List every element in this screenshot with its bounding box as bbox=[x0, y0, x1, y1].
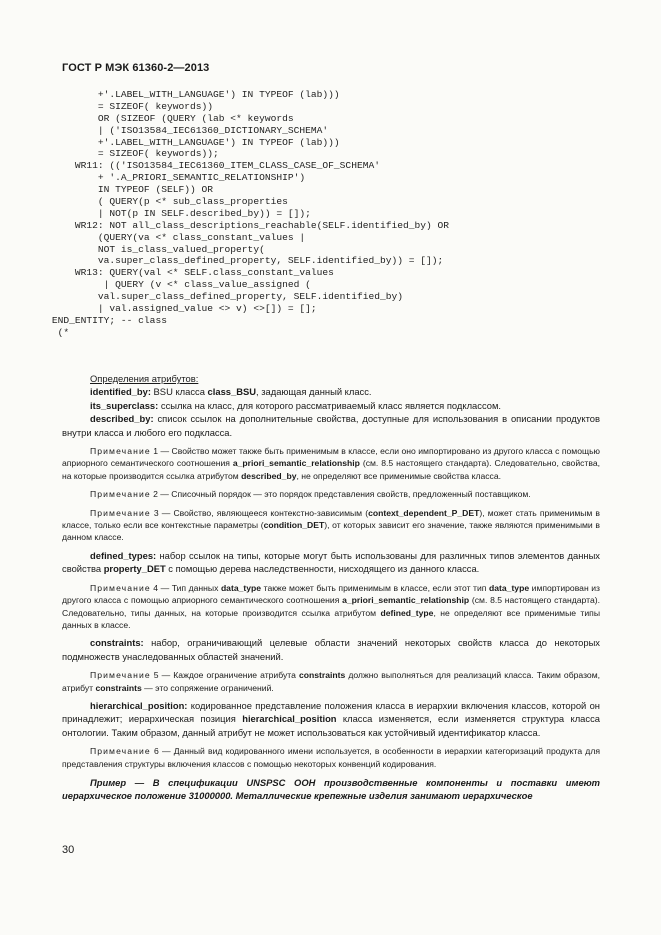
code-line: +'.LABEL_WITH_LANGUAGE') IN TYPEOF (lab))) bbox=[0, 89, 340, 100]
code-line: | QUERY (v <* class_value_assigned ( bbox=[0, 279, 311, 291]
code-line: val.super_class_defined_property, SELF.identified_by) bbox=[0, 291, 404, 303]
def-defined-types: defined_types: набор ссылок на типы, которые могут быть использованы для различных типов элементов данных свойства property_DET с помощью дерева наследственности, нисходящего из данного класса. bbox=[62, 549, 600, 575]
def-hierarchical-position: hierarchical_position: кодированное представление положения класса в иерархии включения классов, которой он принадлежит; иерархическая позиция hierarchical_position класса изменяется, если изменяется структура класса онтологии. Таким образом, данный атрибут не может использоваться как устойчивый идентификатор класса. bbox=[62, 699, 600, 738]
note-6: Примечание 6 — Данный вид кодированного имени используется, в особенности в иерархии категоризаций продукта для представления структуры включения классов с помощью некоторых конвенций кодирования. bbox=[62, 746, 600, 769]
code-line: +'.LABEL_WITH_LANGUAGE') IN TYPEOF (lab))) bbox=[0, 136, 340, 148]
code-line: | NOT(p IN SELF.described_by)) = []); bbox=[0, 207, 311, 219]
attr-heading: Определения атрибутов: bbox=[90, 373, 199, 384]
note-2: Примечание 2 — Списочный порядок — это порядок представления свойств, предложенный поставщиком. bbox=[90, 489, 531, 500]
def-its-superclass: its_superclass: ссылка на класс, для которого рассматриваемый класс является подклассом. bbox=[90, 399, 502, 411]
note-3: Примечание 3 — Свойство, являющееся контекстно-зависимым (context_dependent_P_DET), может стать применимым в классе, только если все контекстные параметры (condition_DET), от которых зависит его значение, также являются применимыми в данном классе. bbox=[62, 507, 600, 543]
code-line: WR12: NOT all_class_descriptions_reachable(SELF.identified_by) OR bbox=[0, 219, 450, 231]
note-5: Примечание 5 — Каждое ограничение атрибута constraints должно выполняться для реализаций класса. Таким образом, атрибут constraints — это сопряжение ограничений. bbox=[62, 670, 600, 693]
def-identified-by: identified_by: BSU класса class_BSU, задающая данный класс. bbox=[90, 386, 372, 398]
code-line: (* bbox=[0, 326, 70, 338]
code-line: (QUERY(va <* class_constant_values | bbox=[0, 231, 306, 243]
code-line: = SIZEOF( keywords)) bbox=[0, 100, 214, 112]
page-number: 30 bbox=[62, 844, 75, 856]
code-line: NOT is_class_valued_property( bbox=[0, 243, 265, 255]
code-line: | val.assigned_value <> v) <>[]) = []; bbox=[0, 303, 317, 315]
code-line: WR11: (('ISO13584_IEC61360_ITEM_CLASS_CASE_OF_SCHEMA' bbox=[0, 160, 380, 172]
code-line: END_ENTITY; -- class bbox=[0, 314, 167, 326]
document-header: ГОСТ Р МЭК 61360-2—2013 bbox=[62, 62, 210, 74]
code-line: OR (SIZEOF (QUERY (lab <* keywords bbox=[0, 112, 294, 124]
def-constraints: constraints: набор, ограничивающий целевые области значений некоторых свойств класса до некоторых подмножеств унаследованных областей значений. bbox=[62, 637, 600, 662]
note-1: Примечание 1 — Свойство может также быть применимым в классе, если оно импортировано из другого класса с помощью априорного семантического соотношения a_priori_semantic_relationship (см. 8.5 настоящего стандарта). Следовательно, свойства, на которые производится ссылка атрибутом described_by, не определяют все применимые свойства класса. bbox=[62, 446, 600, 481]
note-4: Примечание 4 — Тип данных data_type также может быть применимым в классе, если этот тип data_type импортирован из другого класса с помощью априорного семантического соотношения a_priori_semantic_relationship (см. 8.5 настоящего стандарта). Следовательно, типы данных, на которые производится ссылка атрибутом defined_type, не определяют все применимые типы данных в классе. bbox=[62, 582, 601, 630]
code-line: ( QUERY(p <* sub_class_properties bbox=[0, 196, 288, 208]
example-text: Пример — В спецификации UNSPSC ООН производственные компоненты и поставки имеют иерархическое положение 31000000. Металлические крепежные изделия занимают иерархическое bbox=[62, 776, 600, 802]
code-line: va.super_class_defined_property, SELF.identified_by)) = []); bbox=[0, 255, 444, 267]
def-described-by: described_by: список ссылок на дополнительные свойства, доступные для использования в описании продуктов внутри класса и любого его подкласса. bbox=[62, 413, 600, 438]
code-line: = SIZEOF( keywords)); bbox=[0, 148, 219, 160]
code-line: WR13: QUERY(val <* SELF.class_constant_values bbox=[0, 267, 334, 279]
express-code-block bbox=[0, 89, 661, 339]
code-line: + '.A_PRIORI_SEMANTIC_RELATIONSHIP') bbox=[0, 172, 306, 184]
code-line: IN TYPEOF (SELF)) OR bbox=[0, 184, 214, 196]
attribute-definitions bbox=[62, 372, 600, 803]
code-line: | ('ISO13584_IEC61360_DICTIONARY_SCHEMA' bbox=[0, 124, 329, 136]
